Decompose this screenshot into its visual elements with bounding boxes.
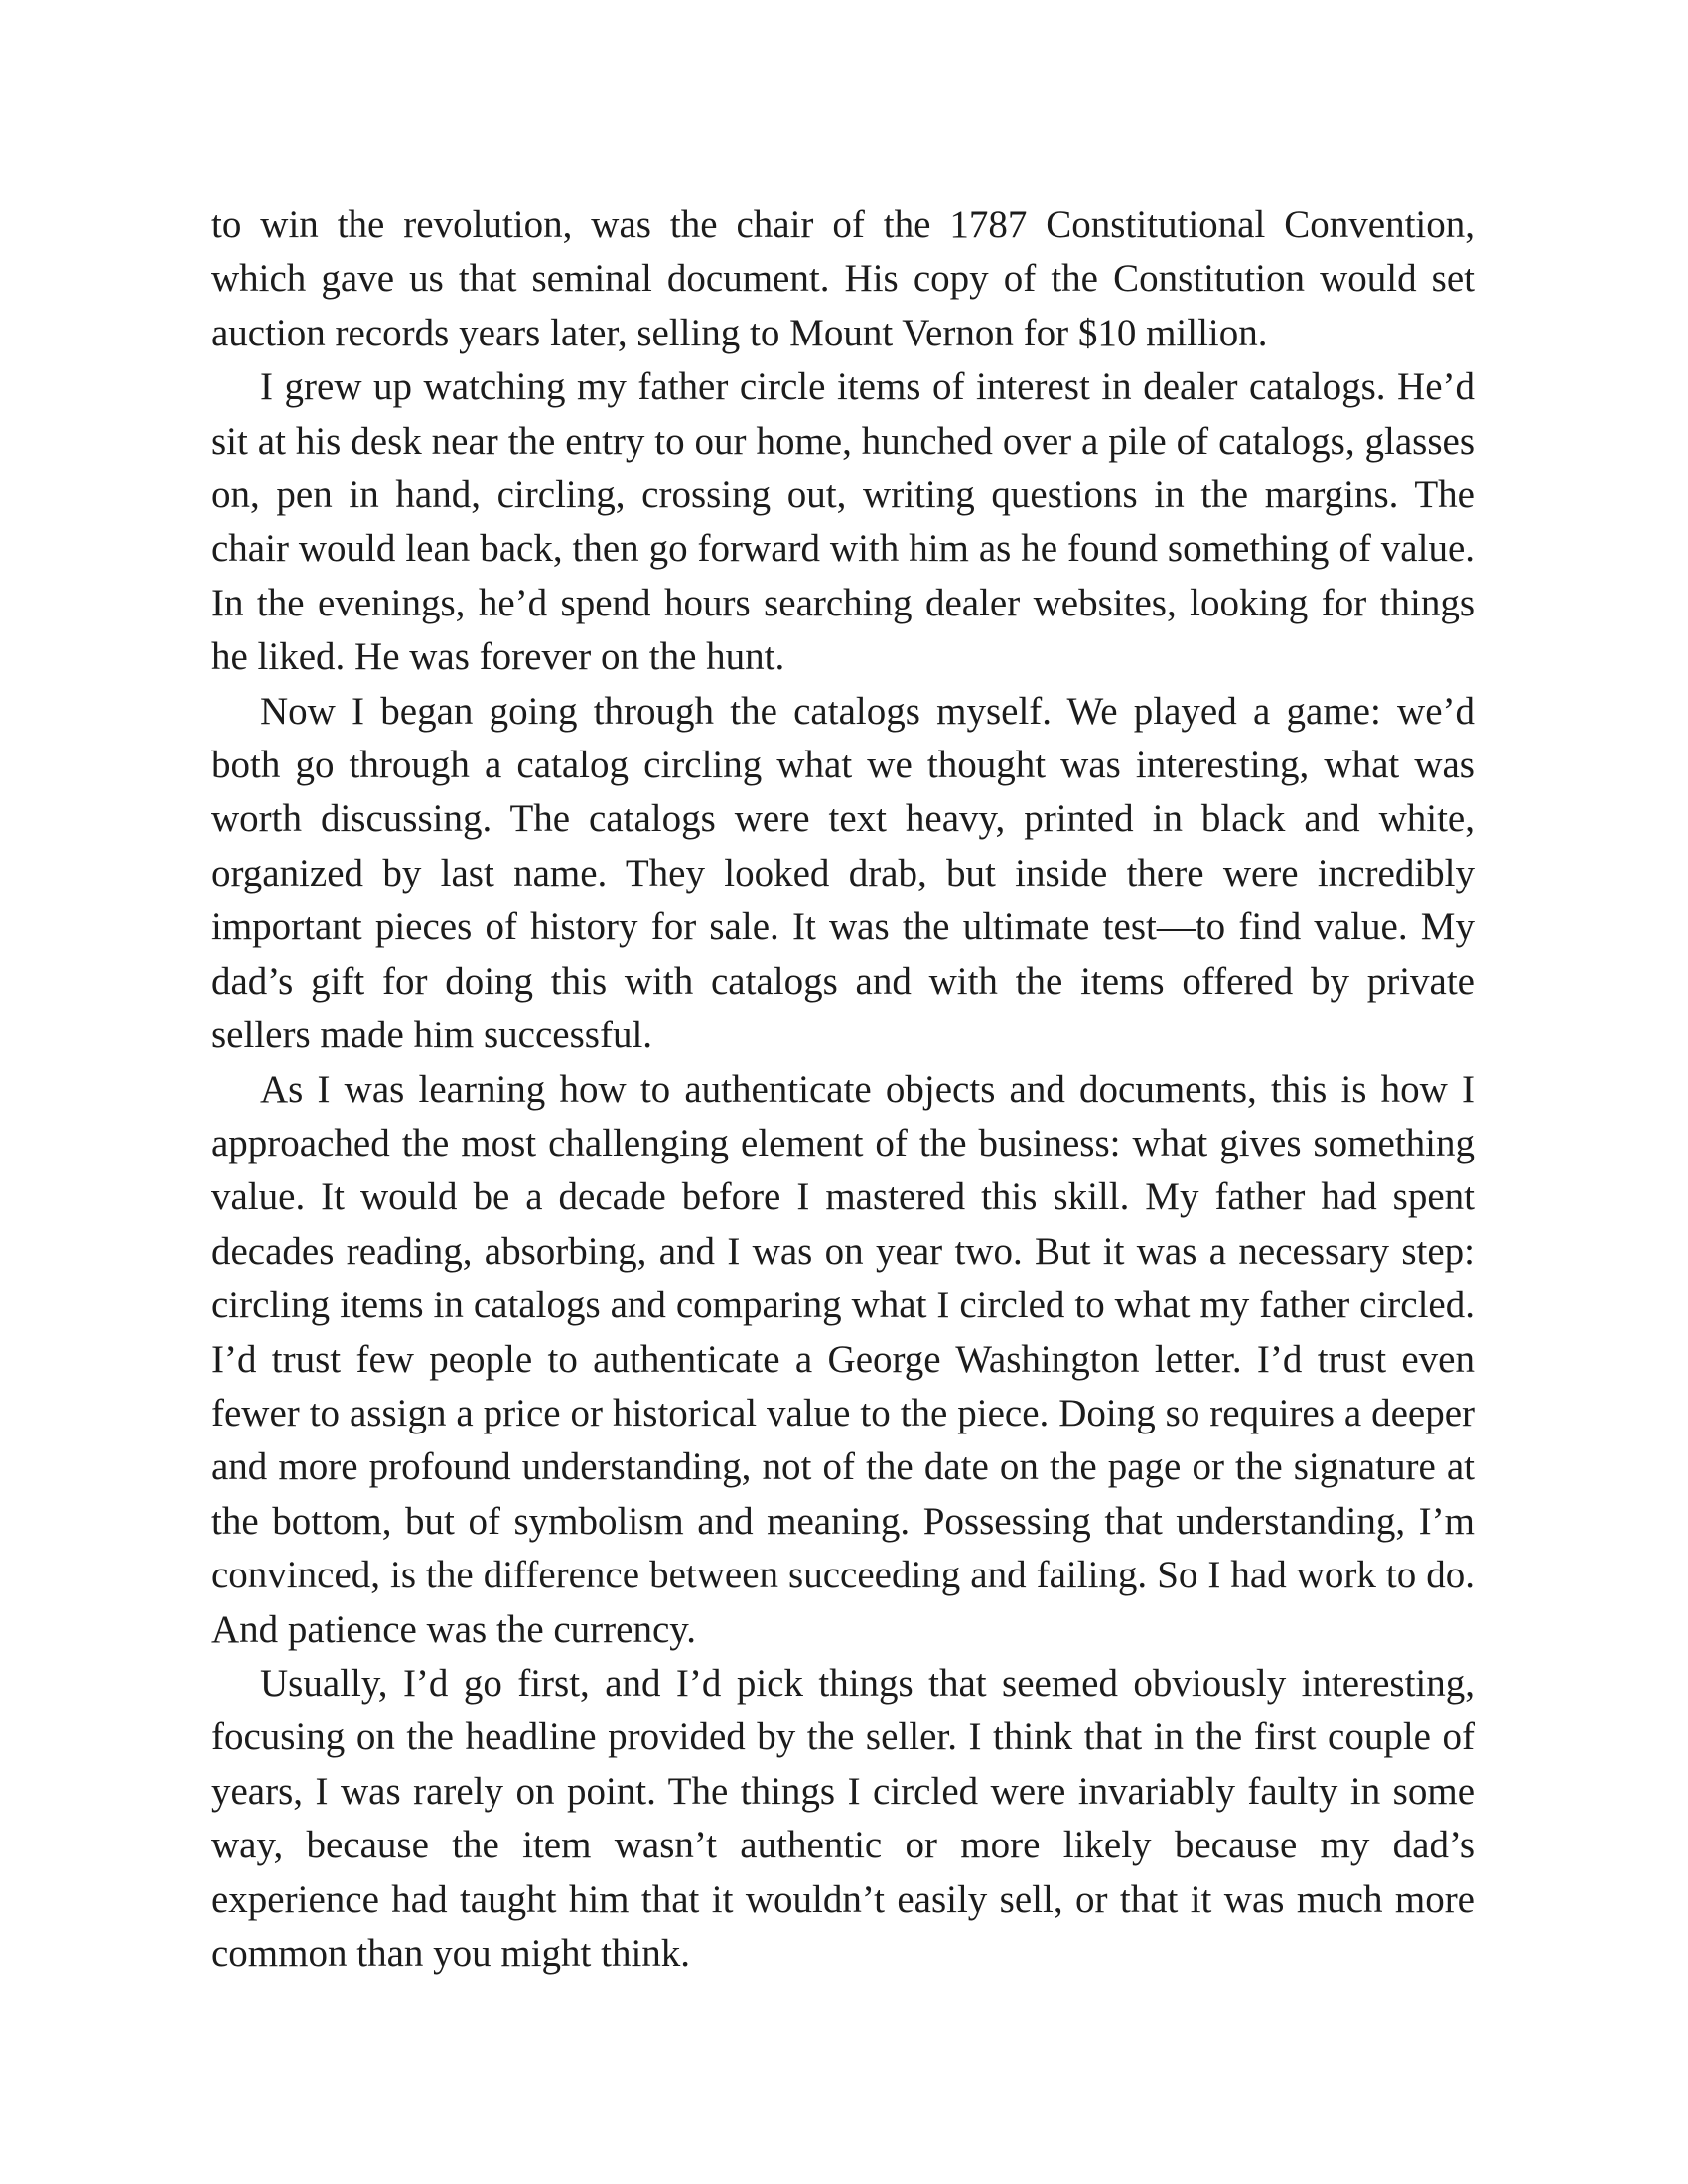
- paragraph-father-catalogs: I grew up watching my father circle items of interest in dealer catalogs. He’d sit at his desk near the entry to our home, hunched over a pile of catalogs, glasses on, pen in hand, circling, crossing out, writing questions in the margins. The chair would lean back, then go forward with him as he found something of value. In the evenings, he’d spend hours searching dealer websites, looking for things he liked. He was forever on the hunt.: [211, 365, 1475, 679]
- paragraph-catalog-game: Now I began going through the catalogs myself. We played a game: we’d both go through a catalog circling what we thought was interesting, what was worth discussing. The catalogs were text heavy, printed in black and white, organized by last name. They looked drab, but inside there were incredibly important pieces of history for sale. It was the ultimate test—to find value. My dad’s gift for doing this with catalogs and with the items offered by private sellers made him successful.: [211, 689, 1475, 1057]
- paragraph-first-picks: Usually, I’d go first, and I’d pick things that seemed obviously interesting, focusing on the headline provided by the seller. I think that in the first couple of years, I was rarely on point. The things I circled were invariably faulty in some way, because the item wasn’t authentic or more likely because my dad’s experience had taught him that it wouldn’t easily sell, or that it was much more common than you might think.: [211, 1661, 1475, 1975]
- book-page: [211, 199, 1475, 1980]
- paragraph-continued: to win the revolution, was the chair of the 1787 Constitutional Convention, which gave us that seminal document. His copy of the Constitution would set auction records years later, selling to Mount Vernon for $10 million.: [211, 204, 1475, 354]
- paragraph-authentication: As I was learning how to authenticate objects and documents, this is how I approached the most challenging element of the business: what gives something value. It would be a decade before I mastered this skill. My father had spent decades reading, absorbing, and I was on year two. But it was a necessary step: circling items in catalogs and comparing what I circled to what my father circled. I’d trust few people to authenticate a George Washington letter. I’d trust even fewer to assign a price or historical value to the piece. Doing so requires a deeper and more profound understanding, not of the date on the page or the signature at the bottom, but of symbolism and meaning. Possessing that understanding, I’m convinced, is the difference between succeeding and failing. So I had work to do. And patience was the currency.: [211, 1067, 1475, 1651]
